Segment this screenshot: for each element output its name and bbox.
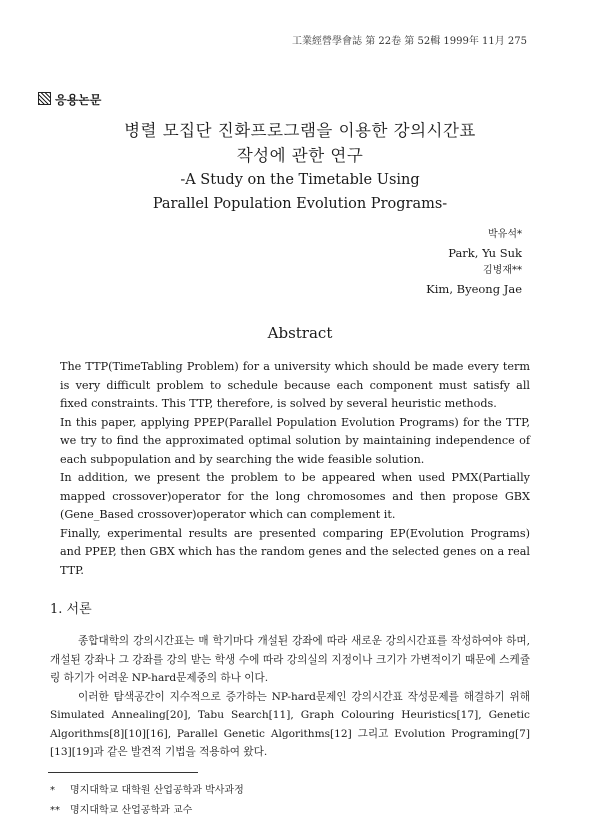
title-block xyxy=(0,118,600,216)
author-list xyxy=(426,226,522,298)
footnote-2 xyxy=(50,801,244,821)
title-korean-line-2: 작성에 관한 연구 xyxy=(236,146,364,165)
title-english-line-2: Parallel Population Evolution Programs- xyxy=(152,196,448,212)
abstract-paragraph: The TTP(TimeTabling Problem) for a university which should be made every term is very difficult problem to schedule because each component must satisfy all fixed constraints. This TTP, therefore, is solved by several heuristic methods. xyxy=(60,360,530,410)
footnote-mark: ** xyxy=(50,805,60,816)
abstract-paragraph: In this paper, applying PPEP(Parallel Population Evolution Programs) for the TTP, we try to find the approximated optimal solution by maintaining independence of each subpopulation and by searching the wide feasible solution. xyxy=(60,415,530,466)
section-heading: 1. 서론 xyxy=(50,602,92,617)
body-paragraph: 종합대학의 강의시간표는 매 학기마다 개설된 강좌에 따라 새로운 강의시간표를 작성하여야 하며, 개설된 강좌나 그 강좌를 강의 받는 학생 수에 따라 강의실의 지정이나 크기가 가변적이기 때문에 스케쥴링 하기가 어려운 NP-hard문제중의 하나 이다. xyxy=(50,635,530,684)
abstract-paragraph: In addition, we present the problem to be appeared when used PMX(Partially mapped crossover)operator for the long chromosomes and then propose GBX (Gene_Based crossover)operator which can complement it. xyxy=(60,471,530,521)
abstract-body xyxy=(60,358,530,580)
section-tag xyxy=(38,91,101,108)
author-2-english: Kim, Byeong Jae xyxy=(426,282,522,296)
section-tag-label: 응용논문 xyxy=(55,93,102,107)
footnote-text: 명지대학교 대학원 산업공학과 박사과정 xyxy=(70,785,244,796)
body-paragraph: 이러한 탐색공간이 지수적으로 증가하는 NP-hard문제인 강의시간표 작성문제를 해결하기 위해 Simulated Annealing[20], Tabu Search[11], Graph Colouring Heuristics[17], Genetic Algorithms[8][10][16], Parallel Genetic Algorithms[12] 그리고 Evolution Programing[7][13][19]과 같은 발견적 기법을 적용하여 왔다. xyxy=(50,690,530,758)
footnote-divider xyxy=(48,772,198,773)
author-2-korean: 김병재** xyxy=(483,265,522,276)
section-body xyxy=(50,632,530,762)
author-1-korean: 박유석* xyxy=(488,229,522,240)
running-head: 工業經營學會誌 第 22卷 第 52輯 1999年 11月 275 xyxy=(292,36,527,47)
title-korean-line-1: 병렬 모집단 진화프로그램을 이용한 강의시간표 xyxy=(124,121,476,140)
author-1-english: Park, Yu Suk xyxy=(448,246,522,260)
title-english-line-1: -A Study on the Timetable Using xyxy=(180,172,420,188)
footnote-text: 명지대학교 산업공학과 교수 xyxy=(70,805,193,816)
footnote-1 xyxy=(50,781,244,801)
footnotes xyxy=(50,781,244,821)
abstract-paragraph: Finally, experimental results are presented comparing EP(Evolution Programs) and PPEP, then GBX which has the random genes and the selected genes on a real TTP. xyxy=(60,526,530,577)
footnote-mark: * xyxy=(50,785,55,796)
hatched-box-icon xyxy=(38,92,51,105)
abstract-heading: Abstract xyxy=(267,324,333,342)
